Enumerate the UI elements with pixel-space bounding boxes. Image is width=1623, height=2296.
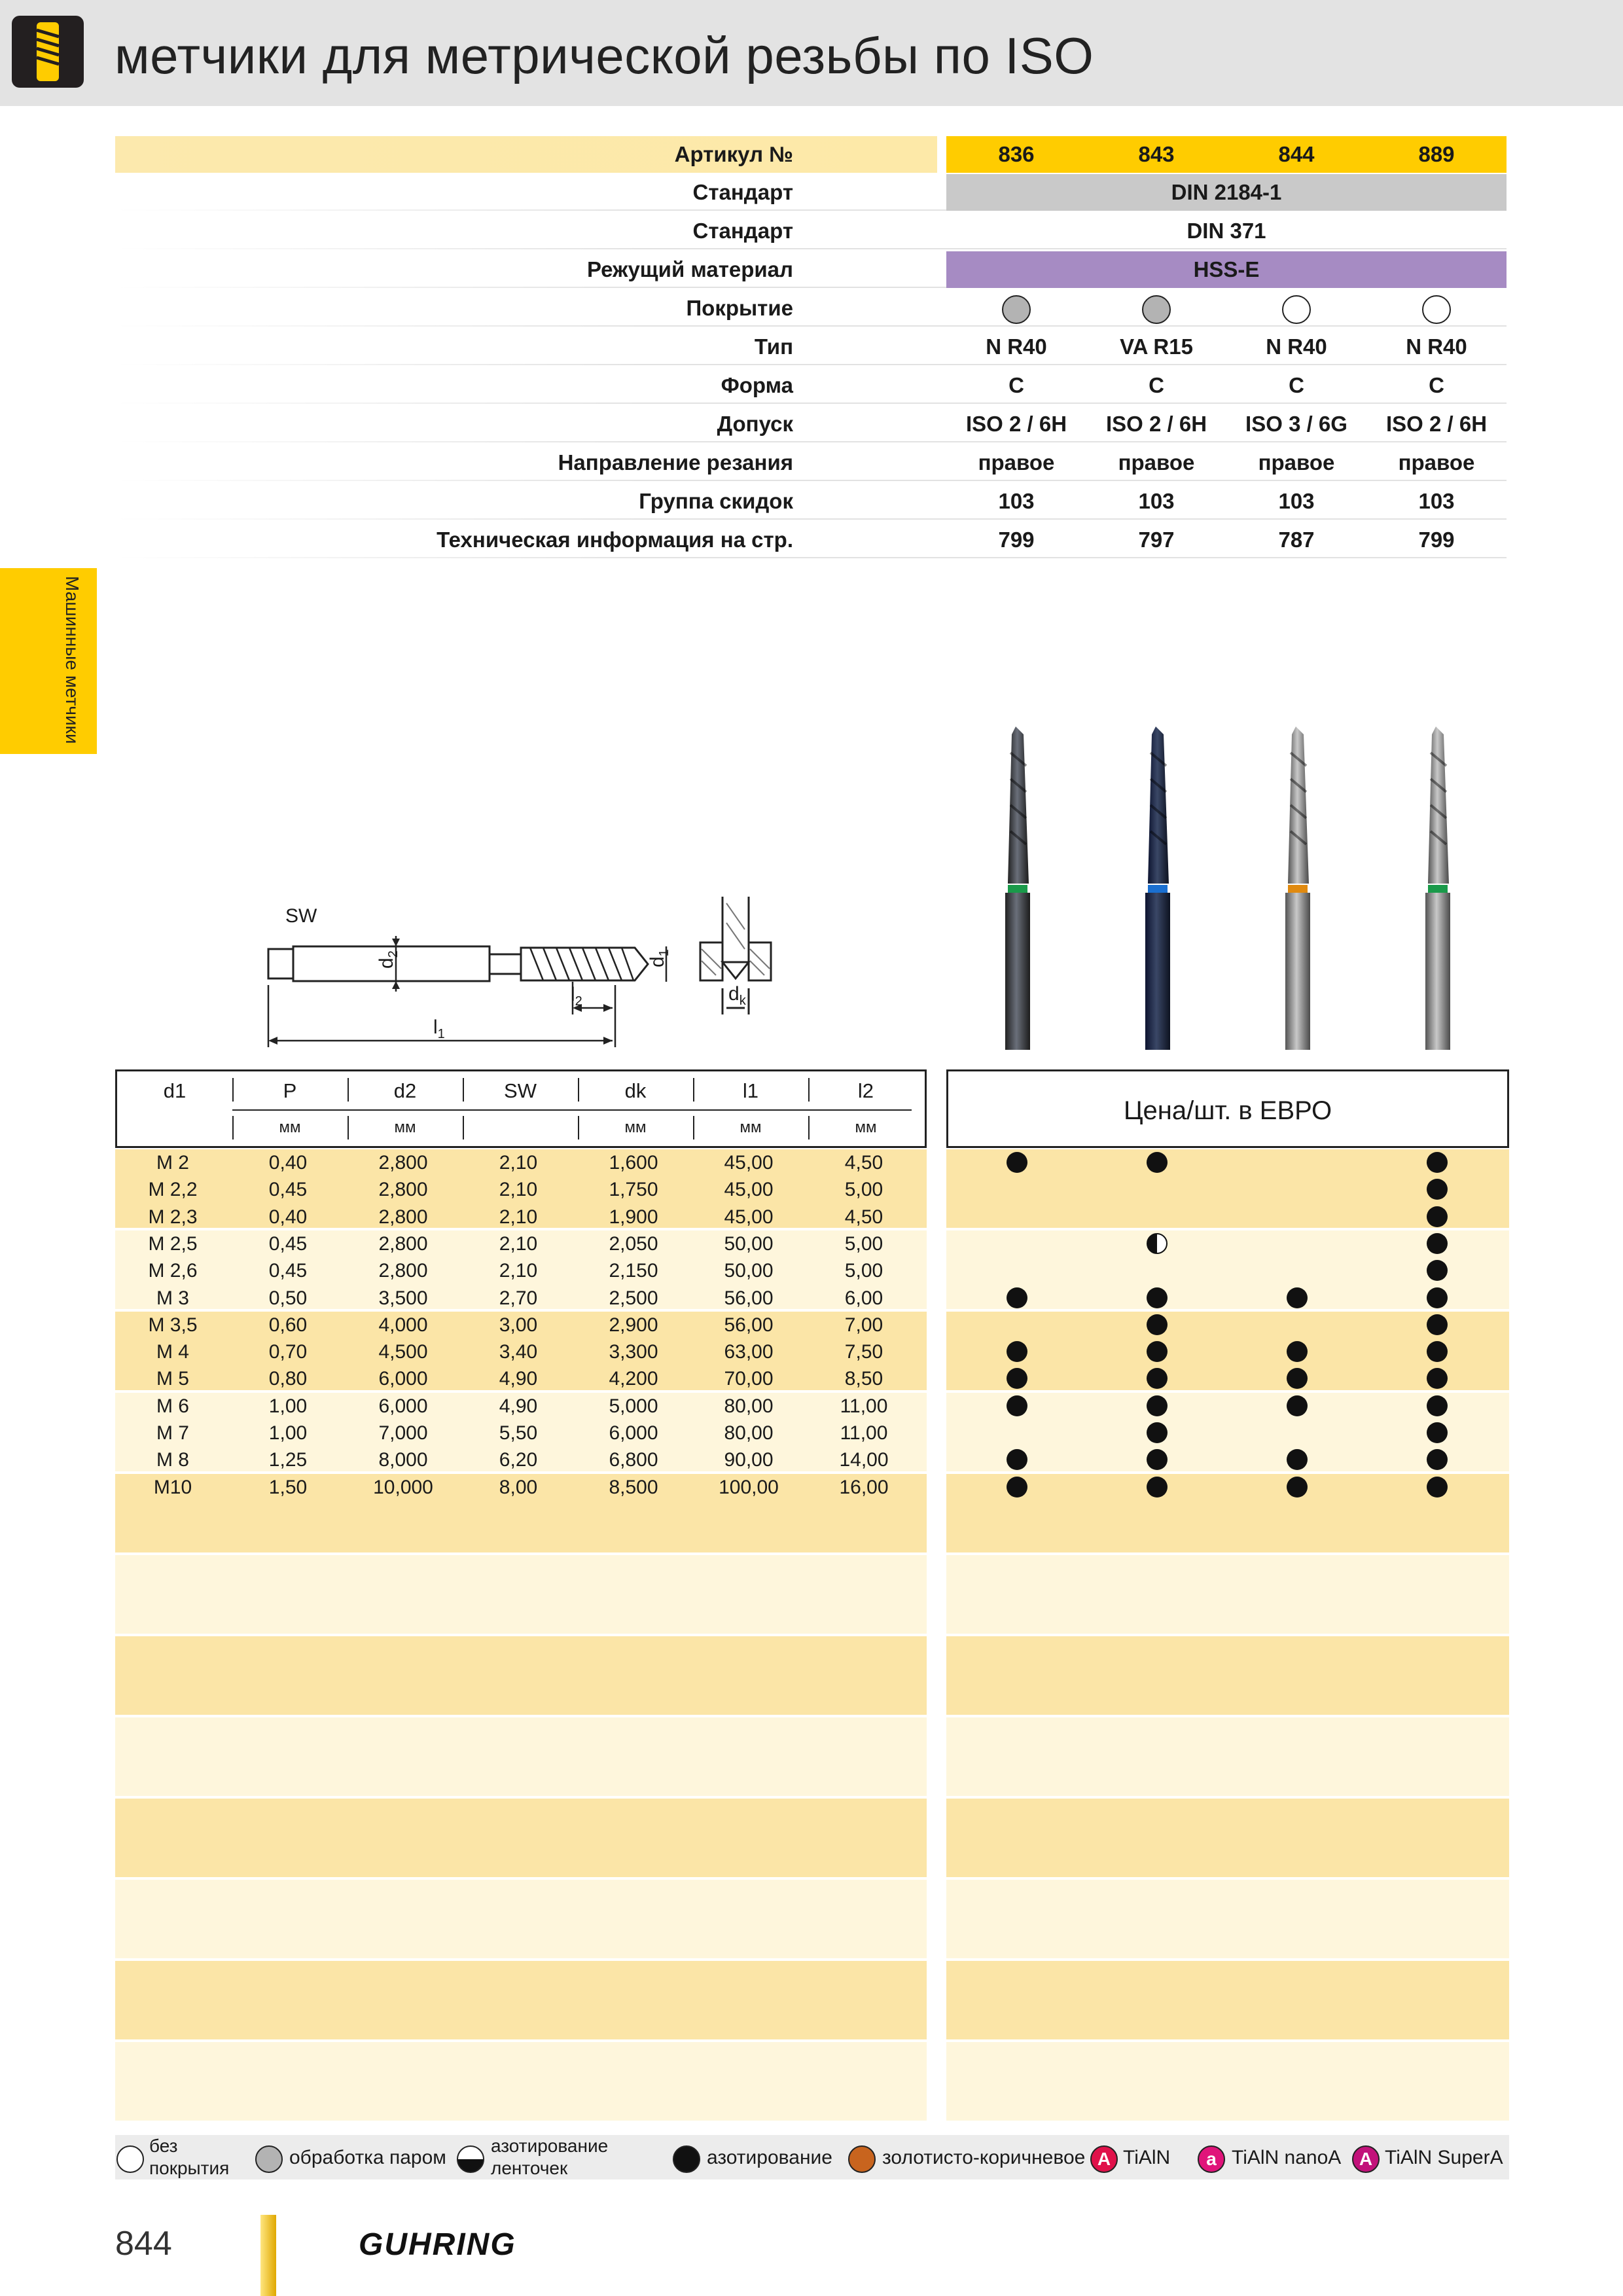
spec-label: Техническая информация на стр. — [437, 528, 793, 552]
col-header: l2 — [857, 1079, 874, 1102]
cell-p: 1,50 — [268, 1476, 308, 1498]
cell-p: 0,60 — [268, 1314, 308, 1336]
gold-brown-icon — [848, 2145, 876, 2173]
spec-row-discount — [115, 483, 1507, 520]
cell-d2: 8,000 — [378, 1449, 428, 1471]
col-header: P — [283, 1079, 297, 1102]
article-number: 889 — [1418, 142, 1455, 166]
cell-dk: 2,150 — [609, 1260, 658, 1282]
cell-l1: 50,00 — [724, 1260, 774, 1282]
col-unit: мм — [855, 1119, 877, 1136]
direction-value: правое — [978, 450, 1055, 475]
legend-text: TiAlN nanoA — [1232, 2147, 1342, 2168]
discount-value: 103 — [1418, 489, 1455, 513]
col-header: d2 — [393, 1079, 417, 1102]
cell-sw: 3,40 — [499, 1341, 538, 1363]
dk-label: $d_k$ — [728, 983, 746, 1008]
row-band — [115, 1312, 927, 1390]
footer-accent-bar — [260, 2215, 276, 2296]
material-value: HSS-E — [1193, 257, 1260, 281]
cell-l1: 50,00 — [724, 1232, 774, 1255]
form-value: C — [1008, 373, 1024, 397]
cell-d1: M 3,5 — [148, 1314, 198, 1336]
row-band — [115, 1880, 927, 1958]
row-band — [115, 1717, 927, 1796]
cell-d1: M 6 — [156, 1395, 189, 1417]
cell-dk: 1,900 — [609, 1206, 658, 1228]
cell-dk: 1,600 — [609, 1152, 658, 1174]
d1-label: $d_1$ — [647, 949, 671, 967]
article-number: 836 — [998, 142, 1035, 166]
label-band — [115, 136, 937, 173]
cell-sw: 2,10 — [499, 1152, 538, 1174]
spec-label: Покрытие — [686, 296, 793, 320]
cell-d1: M 2,2 — [148, 1179, 198, 1201]
discount-value: 103 — [1138, 489, 1175, 513]
tialn-nanoa-icon: a — [1198, 2145, 1225, 2173]
techinfo-page[interactable]: 799 — [1418, 528, 1455, 552]
cell-d1: M 7 — [156, 1422, 189, 1444]
spec-label: Режущий материал — [586, 257, 793, 281]
cell-l1: 100,00 — [719, 1476, 779, 1498]
row-band — [115, 1149, 927, 1228]
page-number: 844 — [115, 2225, 172, 2263]
article-number: 844 — [1278, 142, 1315, 166]
cell-l1: 80,00 — [724, 1422, 774, 1444]
steam-coating-icon — [1002, 295, 1031, 324]
cell-l1: 80,00 — [724, 1395, 774, 1417]
col-header: l1 — [742, 1079, 759, 1102]
cell-d2: 6,000 — [378, 1368, 428, 1390]
cell-l2: 11,00 — [840, 1395, 888, 1417]
spec-label: Тип — [754, 334, 793, 359]
col-unit: мм — [394, 1119, 416, 1136]
half-nitrided-icon — [457, 2145, 484, 2173]
article-number: 843 — [1138, 142, 1175, 166]
cell-dk: 5,000 — [609, 1395, 658, 1417]
form-value: C — [1289, 373, 1304, 397]
cell-p: 1,00 — [268, 1395, 308, 1417]
spec-row-coating — [115, 290, 1507, 327]
tolerance-value: ISO 2 / 6H — [1385, 412, 1488, 436]
form-value: C — [1429, 373, 1444, 397]
row-band — [115, 2042, 927, 2121]
cell-d1: M10 — [153, 1476, 192, 1498]
page-title: метчики для метрической резьбы по ISO — [115, 27, 1094, 84]
spec-row-type — [115, 329, 1507, 365]
tap-844-photo — [1285, 726, 1310, 1050]
row-band — [946, 1393, 1509, 1471]
cell-l1: 56,00 — [724, 1314, 774, 1336]
cell-d1: M 8 — [156, 1449, 189, 1471]
tialn-icon: A — [1090, 2145, 1118, 2173]
tap-logo-icon — [12, 16, 84, 88]
cell-sw: 8,00 — [499, 1476, 538, 1498]
cell-sw: 5,50 — [499, 1422, 538, 1444]
cell-p: 0,40 — [268, 1152, 308, 1174]
cell-p: 1,00 — [268, 1422, 308, 1444]
cell-dk: 6,800 — [609, 1449, 658, 1471]
direction-value: правое — [1118, 450, 1195, 475]
sw-label: SW — [285, 905, 317, 927]
cell-sw: 2,10 — [499, 1179, 538, 1201]
cell-l2: 14,00 — [839, 1449, 889, 1471]
cell-sw: 2,10 — [499, 1260, 538, 1282]
cell-p: 0,80 — [268, 1368, 308, 1390]
cell-p: 0,40 — [268, 1206, 308, 1228]
standard-value: DIN 2184-1 — [1171, 180, 1282, 204]
cell-d2: 2,800 — [378, 1179, 428, 1201]
type-value: N R40 — [1406, 334, 1467, 359]
techinfo-page[interactable]: 787 — [1278, 528, 1315, 552]
spec-row-standard2 — [115, 213, 1507, 249]
nitrided-icon — [673, 2145, 700, 2173]
cell-l2: 8,50 — [844, 1368, 883, 1390]
cell-d2: 7,000 — [378, 1422, 428, 1444]
spec-row-article — [115, 136, 1507, 173]
legend-text: азотирование ленточек — [491, 2136, 609, 2178]
spec-row-techinfo — [115, 522, 1507, 558]
tolerance-value: ISO 3 / 6G — [1245, 412, 1347, 436]
techinfo-page[interactable]: 799 — [998, 528, 1035, 552]
cell-l1: 90,00 — [724, 1449, 774, 1471]
cell-dk: 1,750 — [609, 1179, 658, 1201]
steam-coating-icon — [1142, 295, 1171, 324]
legend-text: азотирование — [707, 2147, 832, 2168]
cell-p: 0,45 — [268, 1179, 308, 1201]
row-band — [946, 1636, 1509, 1715]
col-unit: мм — [740, 1119, 762, 1136]
coating-legend — [115, 2135, 1509, 2179]
section-tab-label: Машинные метчики — [62, 576, 82, 744]
row-band — [115, 1393, 927, 1471]
cell-d1: M 4 — [156, 1341, 189, 1363]
legend-text: золотисто-коричневое — [882, 2147, 1086, 2168]
cell-sw: 4,90 — [499, 1368, 538, 1390]
cell-d2: 2,800 — [378, 1206, 428, 1228]
cell-dk: 3,300 — [609, 1341, 658, 1363]
cell-dk: 2,500 — [609, 1287, 658, 1309]
col-unit: мм — [624, 1119, 647, 1136]
tap-843-photo — [1145, 726, 1170, 1050]
cell-p: 0,45 — [268, 1260, 308, 1282]
spec-label: Форма — [721, 373, 793, 397]
row-band — [946, 1799, 1509, 1877]
dimension-table-header — [115, 1069, 927, 1148]
cell-l2: 7,00 — [844, 1314, 883, 1336]
cell-sw: 2,10 — [499, 1206, 538, 1228]
cell-d2: 4,000 — [378, 1314, 428, 1336]
cell-sw: 2,10 — [499, 1232, 538, 1255]
cell-p: 0,45 — [268, 1232, 308, 1255]
tap-889-photo — [1425, 726, 1450, 1050]
cell-d2: 10,000 — [373, 1476, 433, 1498]
spec-label: Допуск — [717, 412, 793, 436]
direction-value: правое — [1258, 450, 1335, 475]
cell-l1: 56,00 — [724, 1287, 774, 1309]
cell-l2: 11,00 — [840, 1422, 888, 1444]
form-value: C — [1149, 373, 1164, 397]
col-header: d1 — [163, 1079, 187, 1102]
spec-row-material — [115, 251, 1507, 288]
type-value: N R40 — [1266, 334, 1327, 359]
cell-p: 1,25 — [268, 1449, 308, 1471]
discount-value: 103 — [1278, 489, 1315, 513]
techinfo-page[interactable]: 797 — [1138, 528, 1175, 552]
cell-d1: M 3 — [156, 1287, 189, 1309]
cell-d2: 2,800 — [378, 1152, 428, 1174]
d2-label: $d_2$ — [376, 950, 401, 969]
cell-l1: 45,00 — [724, 1206, 774, 1228]
l1-label: $l_1$ — [433, 1016, 445, 1041]
spec-row-form — [115, 367, 1507, 404]
uncoated-icon — [116, 2145, 144, 2173]
col-header: SW — [504, 1079, 537, 1102]
cell-d1: M 5 — [156, 1368, 189, 1390]
legend-text: без покрытия — [149, 2136, 230, 2178]
tolerance-value: ISO 2 / 6H — [1105, 412, 1207, 436]
cell-d2: 3,500 — [378, 1287, 428, 1309]
cell-l1: 45,00 — [724, 1179, 774, 1201]
brand-logo: GUHRING — [359, 2227, 516, 2262]
spec-row-tolerance — [115, 406, 1507, 442]
cell-l2: 4,50 — [844, 1152, 883, 1174]
cell-l1: 70,00 — [724, 1368, 774, 1390]
spec-row-direction — [115, 444, 1507, 481]
cell-sw: 4,90 — [499, 1395, 538, 1417]
tolerance-value: ISO 2 / 6H — [965, 412, 1067, 436]
cell-l2: 16,00 — [839, 1476, 889, 1498]
row-band — [946, 1961, 1509, 2039]
row-band — [946, 1555, 1509, 1634]
tialn-supera-icon: A — [1352, 2145, 1380, 2173]
tap-836-photo — [1005, 726, 1030, 1050]
l2-label: $l_2$ — [571, 984, 582, 1009]
steam-treatment-icon — [255, 2145, 283, 2173]
type-value: N R40 — [986, 334, 1047, 359]
cell-d1: M 2,3 — [148, 1206, 198, 1228]
spec-label: Стандарт — [692, 180, 793, 204]
cell-d1: M 2 — [156, 1152, 189, 1174]
cell-d2: 6,000 — [378, 1395, 428, 1417]
cell-d1: M 2,5 — [148, 1232, 198, 1255]
cell-l2: 4,50 — [844, 1206, 883, 1228]
row-band — [115, 1230, 927, 1309]
legend-text: TiAlN SuperA — [1385, 2147, 1503, 2168]
cell-l2: 5,00 — [844, 1179, 883, 1201]
cell-dk: 8,500 — [609, 1476, 658, 1498]
row-band — [115, 1799, 927, 1877]
cell-d1: M 2,6 — [148, 1260, 198, 1282]
row-band — [946, 1474, 1509, 1552]
cell-p: 0,70 — [268, 1341, 308, 1363]
row-band — [115, 1636, 927, 1715]
cell-d2: 2,800 — [378, 1232, 428, 1255]
row-band — [115, 1555, 927, 1634]
price-title: Цена/шт. в ЕВРО — [1123, 1096, 1332, 1125]
row-band — [946, 1149, 1509, 1228]
spec-label: Направление резания — [558, 450, 793, 475]
type-value: VA R15 — [1120, 334, 1193, 359]
cell-d2: 2,800 — [378, 1260, 428, 1282]
header-divider — [232, 1109, 912, 1111]
cell-l1: 63,00 — [724, 1341, 774, 1363]
uncoated-icon — [1282, 295, 1311, 324]
row-band — [946, 1880, 1509, 1958]
cell-dk: 2,050 — [609, 1232, 658, 1255]
spec-label: Стандарт — [692, 219, 793, 243]
cell-dk: 2,900 — [609, 1314, 658, 1336]
cell-sw: 3,00 — [499, 1314, 538, 1336]
cell-d2: 4,500 — [378, 1341, 428, 1363]
spec-label: Артикул № — [674, 142, 793, 166]
discount-value: 103 — [998, 489, 1035, 513]
legend-text: TiAlN — [1123, 2147, 1171, 2168]
cell-l2: 5,00 — [844, 1260, 883, 1282]
col-unit: мм — [279, 1119, 301, 1136]
cell-l2: 6,00 — [844, 1287, 883, 1309]
col-header: dk — [624, 1079, 647, 1102]
row-band — [946, 2042, 1509, 2121]
cell-p: 0,50 — [268, 1287, 308, 1309]
tool-photos — [942, 720, 1512, 1054]
cell-l2: 7,50 — [844, 1341, 883, 1363]
cell-sw: 6,20 — [499, 1449, 538, 1471]
spec-row-standard1 — [115, 174, 1507, 211]
uncoated-icon — [1422, 295, 1451, 324]
cell-dk: 6,000 — [609, 1422, 658, 1444]
direction-value: правое — [1398, 450, 1475, 475]
spec-label: Группа скидок — [639, 489, 793, 513]
cell-l1: 45,00 — [724, 1152, 774, 1174]
legend-text: обработка паром — [289, 2147, 446, 2168]
tap-technical-drawing — [255, 884, 812, 1060]
price-header — [946, 1069, 1509, 1148]
row-band — [115, 1474, 927, 1552]
row-band — [946, 1717, 1509, 1796]
row-band — [115, 1961, 927, 2039]
row-band — [946, 1312, 1509, 1390]
cell-sw: 2,70 — [499, 1287, 538, 1309]
row-band — [946, 1230, 1509, 1309]
cell-l2: 5,00 — [844, 1232, 883, 1255]
cell-dk: 4,200 — [609, 1368, 658, 1390]
standard-value: DIN 371 — [1186, 219, 1266, 243]
